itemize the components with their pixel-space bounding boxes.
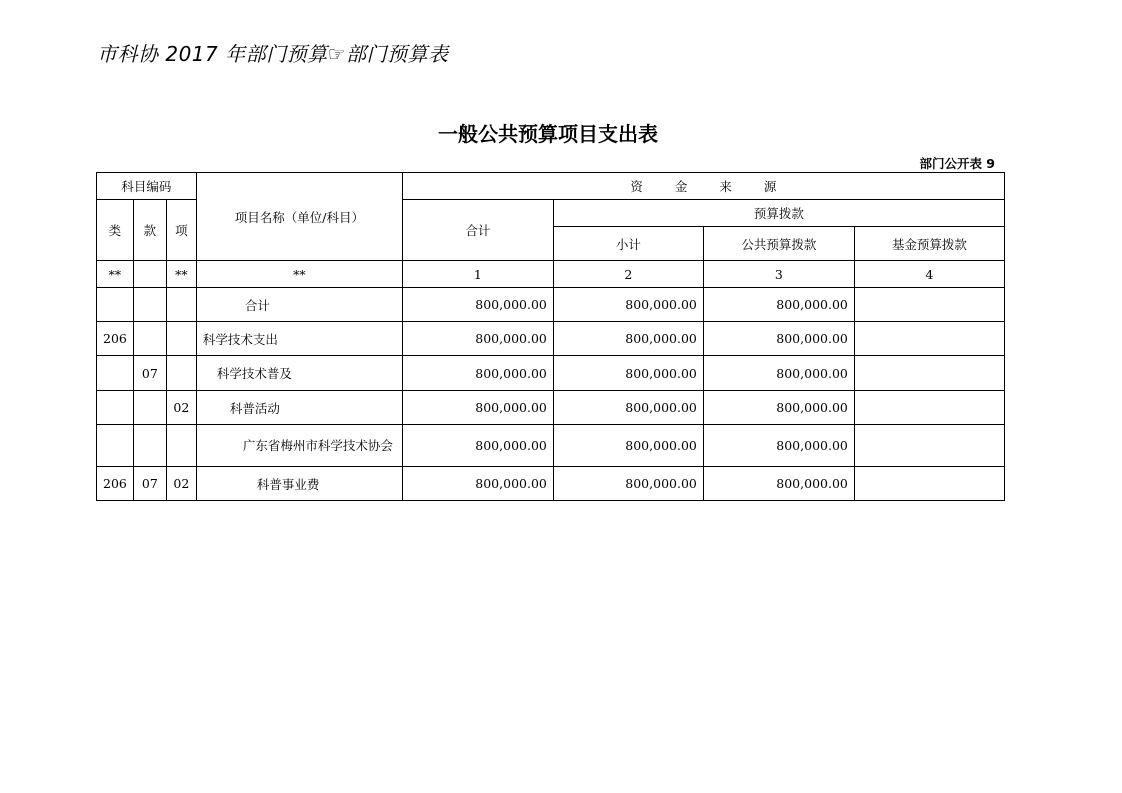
table-row: [97, 356, 1005, 391]
table-row: [97, 391, 1005, 425]
project-name-cell: 合计: [196, 288, 402, 322]
public-budget-cell: 800,000.00: [703, 322, 854, 356]
item-cell: 02: [166, 467, 196, 501]
total-cell: 800,000.00: [402, 288, 553, 322]
table-row: [97, 467, 1005, 501]
total-cell: 800,000.00: [402, 391, 553, 425]
item-cell: [166, 356, 196, 391]
item-cell: [166, 322, 196, 356]
header-project-name: 项目名称（单位/科目）: [196, 173, 402, 261]
header-row-1: [97, 173, 1005, 200]
funding-source-char: 来: [719, 179, 732, 194]
index-cell: **: [97, 261, 134, 288]
header-subject-code: 科目编码: [97, 173, 197, 200]
fund-budget-cell: [854, 288, 1004, 322]
public-budget-cell: 800,000.00: [703, 425, 854, 467]
fund-budget-cell: [854, 467, 1004, 501]
header-funding-source: [402, 173, 1004, 200]
item-cell: 02: [166, 391, 196, 425]
total-cell: 800,000.00: [402, 322, 553, 356]
subtotal-cell: 800,000.00: [553, 391, 703, 425]
table-code-label: 部门公开表 9: [919, 156, 995, 171]
index-cell: 1: [402, 261, 553, 288]
subtotal-cell: 800,000.00: [553, 322, 703, 356]
header-fund-budget: 基金预算拨款: [854, 227, 1004, 261]
table-row: [97, 322, 1005, 356]
section-cell: [133, 288, 166, 322]
public-budget-cell: 800,000.00: [703, 467, 854, 501]
section-cell: [133, 391, 166, 425]
fund-budget-cell: [854, 322, 1004, 356]
fund-budget-cell: [854, 356, 1004, 391]
total-cell: 800,000.00: [402, 356, 553, 391]
header-category: 类: [97, 200, 134, 261]
section-cell: 07: [133, 467, 166, 501]
public-budget-cell: 800,000.00: [703, 391, 854, 425]
index-cell: **: [196, 261, 402, 288]
item-cell: [166, 425, 196, 467]
index-row: [97, 261, 1005, 288]
project-name-cell: 广东省梅州市科学技术协会: [196, 425, 402, 467]
index-cell: **: [166, 261, 196, 288]
header-section: 款: [133, 200, 166, 261]
header-budget-allocation: 预算拨款: [553, 200, 1004, 227]
index-cell: 2: [553, 261, 703, 288]
project-name-cell: 科普事业费: [196, 467, 402, 501]
fund-budget-cell: [854, 425, 1004, 467]
category-cell: [97, 425, 134, 467]
item-cell: [166, 288, 196, 322]
project-name-cell: 科学技术支出: [196, 322, 402, 356]
category-cell: 206: [97, 467, 134, 501]
index-cell: 4: [854, 261, 1004, 288]
subtotal-cell: 800,000.00: [553, 356, 703, 391]
funding-source-char: 资: [630, 179, 643, 194]
funding-source-char: 金: [674, 179, 688, 194]
subtotal-cell: 800,000.00: [553, 288, 703, 322]
category-cell: 206: [97, 322, 134, 356]
header-public-budget: 公共预算拨款: [703, 227, 854, 261]
section-cell: [133, 322, 166, 356]
table-row: [97, 425, 1005, 467]
total-cell: 800,000.00: [402, 425, 553, 467]
table-row: [97, 288, 1005, 322]
project-name-cell: 科普活动: [196, 391, 402, 425]
section-cell: 07: [133, 356, 166, 391]
header-subtotal: 小计: [553, 227, 703, 261]
category-cell: [97, 288, 134, 322]
subtotal-cell: 800,000.00: [553, 467, 703, 501]
subtotal-cell: 800,000.00: [553, 425, 703, 467]
index-cell: [133, 261, 166, 288]
index-cell: 3: [703, 261, 854, 288]
total-cell: 800,000.00: [402, 467, 553, 501]
document-header: 市科协 2017 年部门预算☞部门预算表: [97, 42, 449, 66]
header-total: 合计: [402, 200, 553, 261]
public-budget-cell: 800,000.00: [703, 288, 854, 322]
funding-source-char: 源: [763, 179, 777, 194]
category-cell: [97, 391, 134, 425]
category-cell: [97, 356, 134, 391]
public-budget-cell: 800,000.00: [703, 356, 854, 391]
table-title: 一般公共预算项目支出表: [438, 122, 658, 146]
section-cell: [133, 425, 166, 467]
fund-budget-cell: [854, 391, 1004, 425]
project-name-cell: 科学技术普及: [196, 356, 402, 391]
header-item: 项: [166, 200, 196, 261]
budget-table: [96, 172, 1005, 501]
